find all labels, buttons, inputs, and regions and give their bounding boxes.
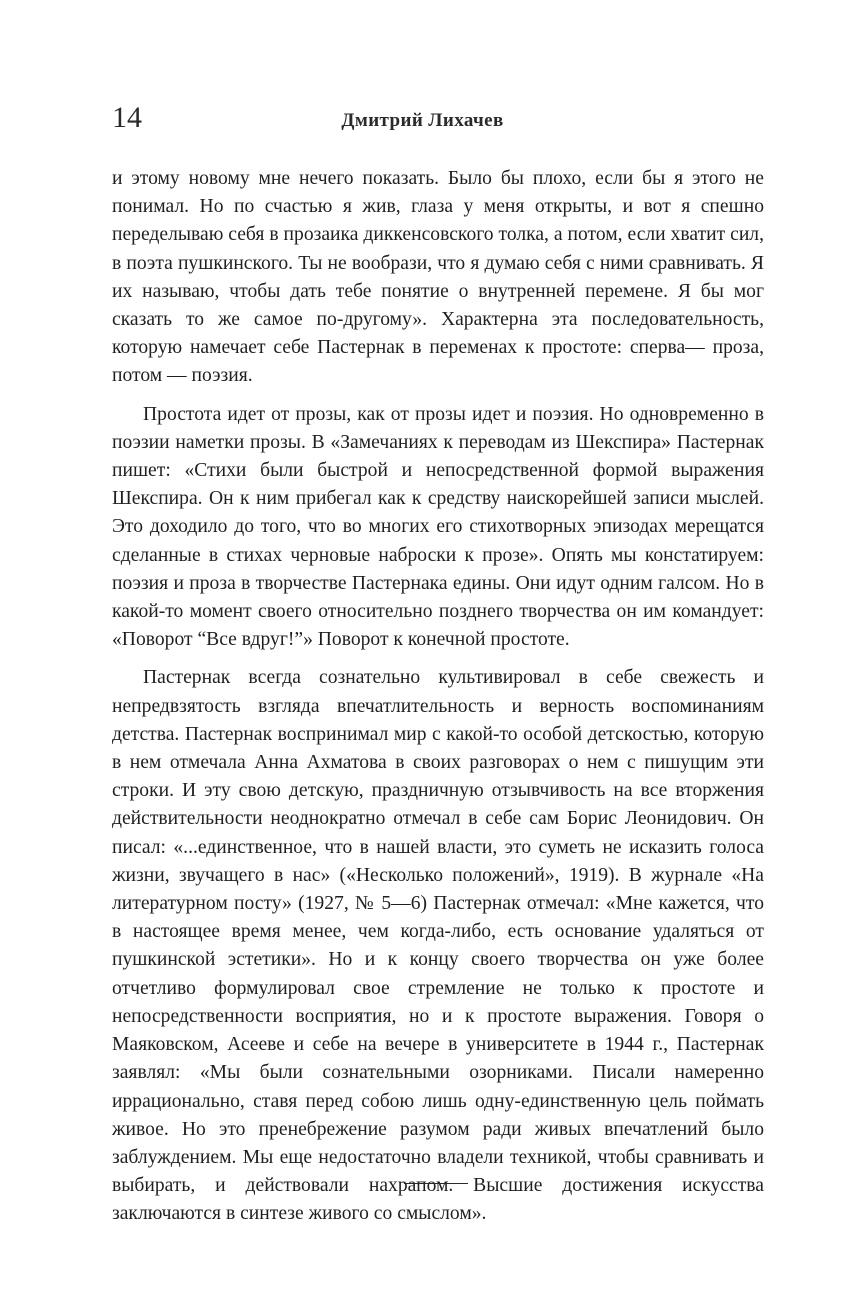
page-number: 14 (112, 101, 142, 134)
section-end-rule (404, 1183, 468, 1184)
paragraph-2: Простота идет от прозы, как от прозы идет и поэзия. Но одновременно в поэзии наметки прозы. В «Замечаниях к переводам из Шекспира» Пастернак пишет: «Стихи были быстрой и непосредственной формой выражения Шекспира. Он к ним прибегал как к средству наискорейшей записи мыслей. Это доходило до того, что во многих его стихотворных эпизодах мерещатся сделанные в стихах черновые наброски к прозе». Опять мы констатируем: поэзия и проза в творчестве Пастернака едины. Они идут одним галсом. Но в какой-то момент своего относительно позднего творчества он им командует: «Поворот “Все вдруг!”» Поворот к конечной простоте. (112, 403, 764, 651)
paragraph-3: Пастернак всегда сознательно культивировал в себе свежесть и непредвзятость взгляда впечатлительность и верность воспоминаниям детства. Пастернак воспринимал мир с какой-то особой детскостью, которую в нем отмечала Анна Ахматова в своих разговорах о нем с пишущим эти строки. И эту свою детскую, праздничную отзывчивость на все вторжения действительности неоднократно отмечал в себе сам Борис Леонидович. Он писал: «...единственное, что в нашей власти, это суметь не исказить голоса жизни, звучащего в нас» («Несколько положений», 1919). В журнале «На литературном посту» (1927, № 5—6) Пастернак отмечал: «Мне кажется, что в настоящее время менее, чем когда-либо, есть основание удаляться от пушкинской эстетики». Но и к концу своего творчества он уже более отчетливо формулировал свое стремление не только к простоте и непосредственности восприятия, но и к простоте выражения. Говоря о Маяковском, Асееве и себе на вечере в университете в 1944 г., Пастернак заявлял: «Мы были сознательными озорниками. Писали намеренно иррационально, ставя перед собою лишь одну-единственную цель поймать живое. Но это пренебрежение разумом ради живых впечатлений было заблуждением. Мы еще недостаточно владели техникой, чтобы сравнивать и выбирать, и действовали нахрапом. Высшие достижения искусства заключаются в синтезе живого со смыслом». (112, 667, 764, 1225)
paragraph-1: и этому новому мне нечего показать. Было бы плохо, если бы я этого не понимал. Но по счастью я жив, глаза у меня открыты, и вот я спешно переделываю себя в прозаика диккенсовского толка, а потом, если хватит сил, в поэта пушкинского. Ты не вообрази, что я думаю себя с ними сравнивать. Я их называю, чтобы дать тебе понятие о внутренней перемене. Я бы мог сказать то же самое по-другому». Характерна эта последовательность, которую намечает себе Пастернак в переменах к простоте: сперва— проза, потом — поэзия. (112, 168, 764, 387)
body-text (112, 165, 764, 1229)
running-head: Дмитрий Лихачев (341, 110, 504, 131)
